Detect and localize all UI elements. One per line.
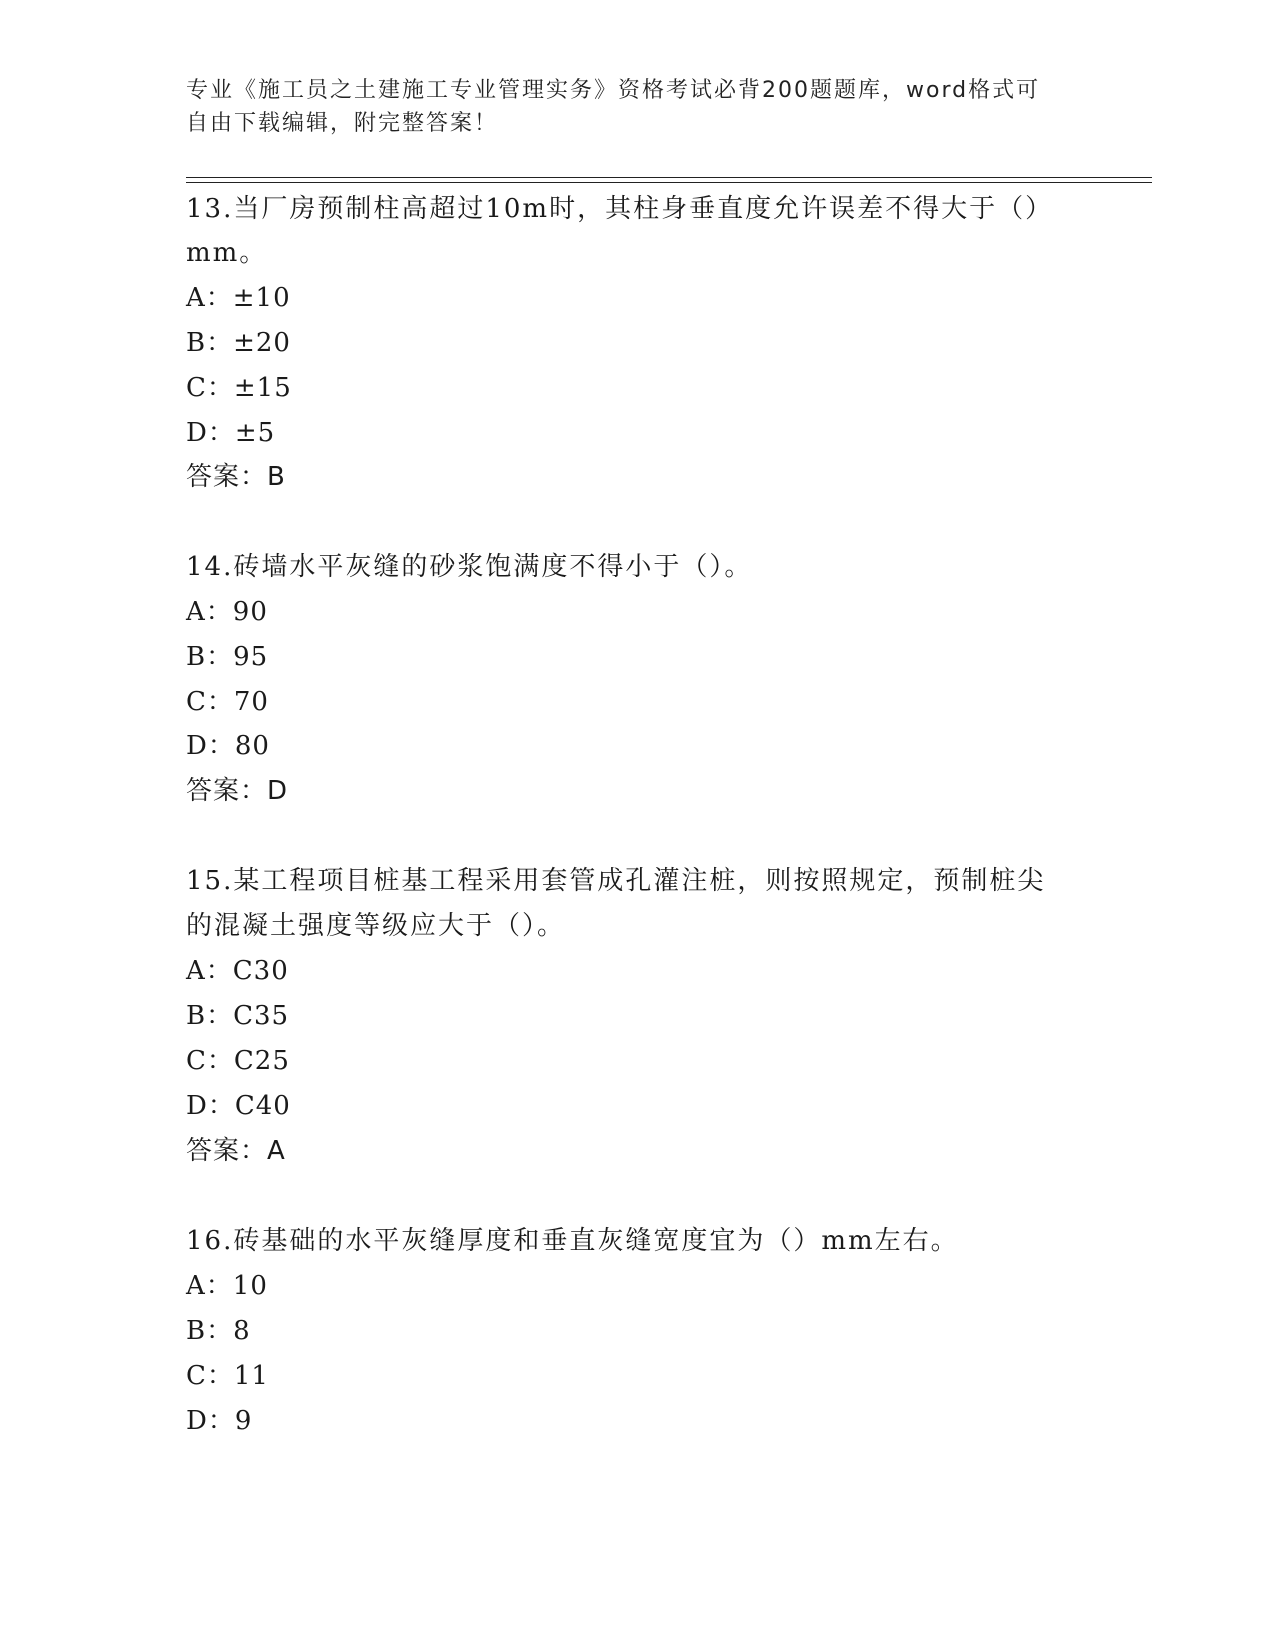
question-stem-line-2: mm。 xyxy=(186,238,268,268)
option-b: B：8 xyxy=(186,1316,251,1346)
header-divider-top xyxy=(186,177,1152,178)
question-stem-line-1: 14.砖墙水平灰缝的砂浆饱满度不得小于（）。 xyxy=(186,552,753,582)
question-stem-line-1: 15.某工程项目桩基工程采用套管成孔灌注桩，则按照规定，预制桩尖 xyxy=(186,866,1046,896)
answer: 答案：D xyxy=(186,776,289,806)
question-stem-line-1: 16.砖基础的水平灰缝厚度和垂直灰缝宽度宜为（）mm左右。 xyxy=(186,1226,959,1256)
option-c: C：±15 xyxy=(186,373,292,403)
option-b: B：±20 xyxy=(186,328,291,358)
option-a: A：10 xyxy=(186,1271,268,1301)
header-line-1: 专业《施工员之土建施工专业管理实务》资格考试必背200题题库，word格式可 xyxy=(186,78,1041,103)
document-header xyxy=(186,74,1066,140)
question-stem-line-2: 的混凝土强度等级应大于（）。 xyxy=(186,911,566,941)
header-divider-bottom xyxy=(186,182,1152,183)
option-b: B：95 xyxy=(186,642,269,672)
option-d: D：C40 xyxy=(186,1091,291,1121)
option-d: D：±5 xyxy=(186,418,276,448)
option-a: A：90 xyxy=(186,597,268,627)
question-stem-line-1: 13.当厂房预制柱高超过10m时，其柱身垂直度允许误差不得大于（） xyxy=(186,194,1054,224)
option-a: A：C30 xyxy=(186,956,289,986)
answer: 答案：B xyxy=(186,462,286,492)
option-c: C：11 xyxy=(186,1361,269,1391)
answer: 答案：A xyxy=(186,1136,286,1166)
option-a: A：±10 xyxy=(186,283,291,313)
option-d: D：9 xyxy=(186,1406,253,1436)
option-c: C：C25 xyxy=(186,1046,290,1076)
option-b: B：C35 xyxy=(186,1001,290,1031)
option-c: C：70 xyxy=(186,687,269,717)
header-line-2: 自由下载编辑，附完整答案！ xyxy=(186,111,499,136)
option-d: D：80 xyxy=(186,731,270,761)
